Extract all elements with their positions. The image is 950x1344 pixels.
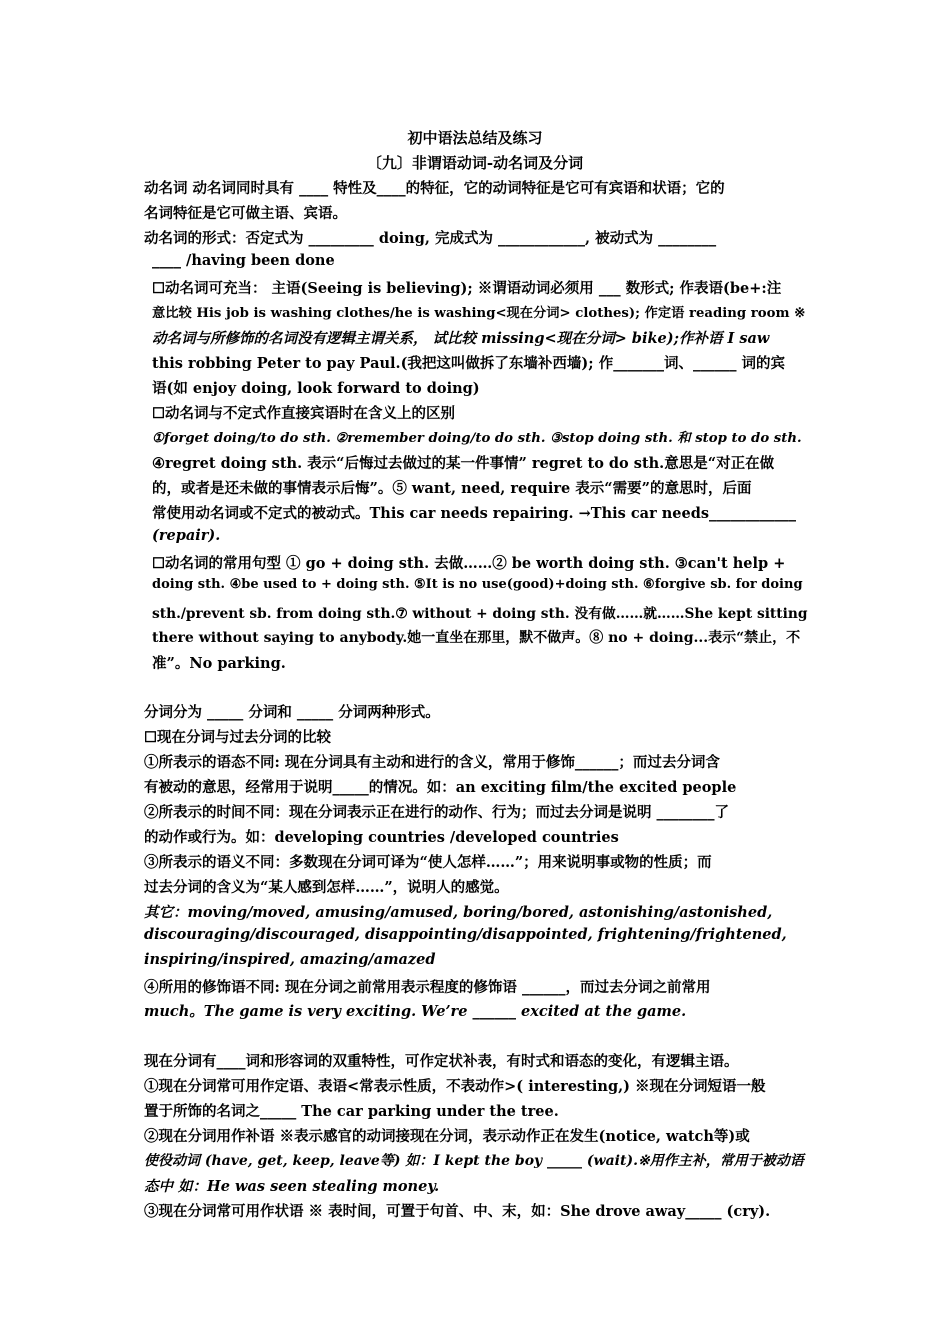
text-line: there without saying to anybody.她一直坐在那里，默不做声。⑧ no + doing...表示“禁止，不 xyxy=(152,630,801,646)
text-line: ①现在分词常可用作定语、表语<常表示性质，不表动作>( interesting,) ※现在分词短语一般 xyxy=(144,1078,766,1095)
text-line: ②所表示的时间不同：现在分词表示正在进行的动作、行为；而过去分词是说明 ________了 xyxy=(144,804,730,821)
text-line: 态中 如：He was seen stealing money. xyxy=(144,1178,440,1195)
text-line: 意比较 His job is washing clothes/he is washing<现在分词> clothes); 作定语 reading room ※ xyxy=(152,306,806,321)
text-line: doing sth. ④be used to + doing sth. ⑤It is no use(good)+doing sth. ⑥forgive sb. for doing xyxy=(152,577,803,592)
text-line: 有被动的意思，经常用于说明_____的情况。如：an exciting film/the excited people xyxy=(144,779,737,796)
text-line: ☐现在分词与过去分词的比较 xyxy=(144,729,331,746)
text-line: 现在分词有____词和形容词的双重特性，可作定状补表，有时式和语态的变化，有逻辑主语。 xyxy=(144,1053,739,1070)
text-line: 动名词 动名词同时具有 ____ 特性及____的特征，它的动词特征是它可有宾语和状语；它的 xyxy=(144,180,725,197)
text-line: 分词分为 _____ 分词和 _____ 分词两种形式。 xyxy=(144,704,440,721)
text-line: this robbing Peter to pay Paul.(我把这叫做拆了东墙补西墙); 作_______词、______ 词的宾 xyxy=(152,355,785,372)
text-line: inspiring/inspired, amazing/amazed xyxy=(144,951,436,968)
text-line: discouraging/discouraged, disappointing/disappointed, frightening/frightened, xyxy=(144,926,787,943)
text-line: ③现在分词常可用作状语 ※ 表时间，可置于句首、中、末，如：She drove away_____ (cry). xyxy=(144,1203,771,1220)
text-line: 过去分词的含义为“某人感到怎样……”，说明人的感觉。 xyxy=(144,879,509,896)
text-line: 常使用动名词或不定式的被动式。This car needs repairing. →This car needs____________ xyxy=(152,505,797,522)
text-line: 使役动词 (have, get, keep, leave等) 如：I kept the boy _____ (wait).※用作主补，常用于被动语 xyxy=(144,1153,804,1169)
text-line: 动名词的形式：否定式为 _________ doing, 完成式为 ____________, 被动式为 ________ xyxy=(144,230,717,247)
document-subtitle: 〔九〕非谓语动词-动名词及分词 xyxy=(366,154,584,172)
text-line: sth./prevent sb. from doing sth.⑦ without + doing sth. 没有做……就……She kept sitting xyxy=(152,606,808,622)
text-line: 动名词与所修饰的名词没有逻辑主谓关系， 试比较 missing<现在分词> bike);作补语 I saw xyxy=(152,330,770,347)
text-line: 语(如 enjoy doing, look forward to doing) xyxy=(152,380,480,397)
text-line: (repair). xyxy=(152,527,221,544)
text-line: 的，或者是还未做的事情表示后悔”。⑤ want, need, require 表示“需要”的意思时，后面 xyxy=(152,480,752,497)
text-line: 其它：moving/moved, amusing/amused, boring/bored, astonishing/astonished, xyxy=(144,904,773,921)
text-line: ☐动名词的常用句型 ① go + doing sth. 去做……② be worth doing sth. ③can't help + xyxy=(152,555,786,572)
text-line: ③所表示的语义不同：多数现在分词可译为“使人怎样……”；用来说明事或物的性质；而 xyxy=(144,854,712,871)
text-line: much。The game is very exciting. We’re ______ excited at the game. xyxy=(144,1003,687,1020)
text-line: ☐动名词与不定式作直接宾语时在含义上的区别 xyxy=(152,405,455,422)
text-line: ②现在分词用作补语 ※表示感官的动词接现在分词，表示动作正在发生(notice, watch等)或 xyxy=(144,1128,750,1145)
text-line: ④regret doing sth. 表示“后悔过去做过的某一件事情” regret to do sth.意思是“对正在做 xyxy=(152,455,775,472)
text-line: 名词特征是它可做主语、宾语。 xyxy=(144,205,347,222)
text-line: 准”。No parking. xyxy=(152,655,286,672)
document-title: 初中语法总结及练习 xyxy=(407,129,543,147)
text-line: ①所表示的语态不同: 现在分词具有主动和进行的含义，常用于修饰______；而过去分词含 xyxy=(144,754,720,771)
text-line: ☐动名词可充当： 主语(Seeing is believing); ※谓语动词必须用 ___ 数形式; 作表语(be+:注 xyxy=(152,280,782,297)
text-line: ①forget doing/to do sth. ②remember doing/to do sth. ③stop doing sth. 和 stop to do sth. xyxy=(152,431,802,446)
text-line: 置于所饰的名词之_____ The car parking under the tree. xyxy=(144,1103,559,1120)
text-line: ④所用的修饰语不同: 现在分词之前常用表示程度的修饰语 ______，而过去分词之前常用 xyxy=(144,979,711,996)
text-line: ____ /having been done xyxy=(152,252,335,269)
text-line: 的动作或行为。如：developing countries /developed countries xyxy=(144,829,619,846)
